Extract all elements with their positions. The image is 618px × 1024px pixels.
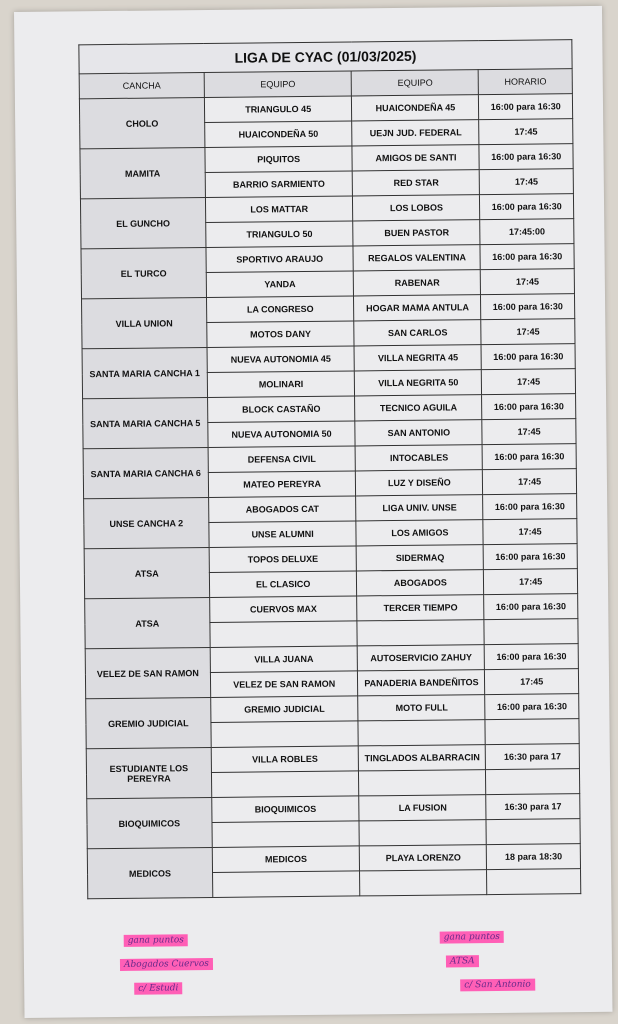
table-body: [79, 94, 580, 899]
equipo-2-cell: TINGLADOS ALBARRACIN: [359, 745, 486, 771]
cancha-cell: MAMITA: [80, 148, 205, 199]
equipo-1-cell: ABOGADOS CAT: [208, 496, 356, 523]
equipo-2-cell: VILLA NEGRITA 50: [355, 370, 482, 396]
horario-cell: 17:45: [483, 469, 577, 495]
equipo-2-cell: REGALOS VALENTINA: [353, 245, 480, 271]
equipo-1-cell: TRIANGULO 50: [206, 221, 354, 248]
horario-cell: 16:00 para 16:30: [483, 544, 577, 570]
equipo-2-cell: BUEN PASTOR: [353, 220, 480, 246]
equipo-1-cell: [212, 871, 360, 898]
note-left-2: Abogados Cuervos: [120, 958, 213, 971]
horario-cell: [485, 719, 579, 745]
horario-cell: 17:45: [481, 269, 575, 295]
equipo-1-cell: CUERVOS MAX: [209, 596, 357, 623]
equipo-1-cell: VELEZ DE SAN RAMON: [210, 671, 358, 698]
equipo-2-cell: PLAYA LORENZO: [360, 845, 487, 871]
horario-cell: 16:30 para 17: [486, 744, 580, 770]
horario-cell: 16:00 para 16:30: [480, 194, 574, 220]
cancha-cell: EL TURCO: [81, 248, 206, 299]
horario-cell: 17:45: [484, 569, 578, 595]
table-title: LIGA DE CYAC (01/03/2025): [79, 40, 572, 74]
cancha-cell: SANTA MARIA CANCHA 5: [83, 397, 208, 448]
horario-cell: 16:00 para 16:30: [481, 344, 575, 370]
equipo-1-cell: EL CLASICO: [209, 571, 357, 598]
equipo-2-cell: TECNICO AGUILA: [355, 395, 482, 421]
equipo-2-cell: VILLA NEGRITA 45: [354, 345, 481, 371]
equipo-1-cell: NUEVA AUTONOMIA 45: [207, 346, 355, 373]
horario-cell: 16:30 para 17: [486, 794, 580, 820]
equipo-2-cell: SAN ANTONIO: [355, 420, 482, 446]
equipo-1-cell: UNSE ALUMNI: [209, 521, 357, 548]
horario-cell: 17:45: [480, 169, 574, 195]
equipo-1-cell: DEFENSA CIVIL: [208, 446, 356, 473]
equipo-1-cell: VILLA JUANA: [210, 646, 358, 673]
cancha-cell: CHOLO: [79, 98, 204, 149]
cancha-cell: UNSE CANCHA 2: [84, 497, 209, 548]
equipo-2-cell: [357, 620, 484, 646]
equipo-2-cell: SIDERMAQ: [357, 545, 484, 571]
horario-cell: [484, 619, 578, 645]
horario-cell: 17:45: [482, 419, 576, 445]
note-left-1: gana puntos: [124, 934, 188, 947]
cancha-cell: EL GUNCHO: [80, 198, 205, 249]
cancha-cell: VILLA UNION: [82, 298, 207, 349]
equipo-1-cell: BLOCK CASTAÑO: [207, 396, 355, 423]
horario-cell: 16:00 para 16:30: [482, 444, 576, 470]
equipo-1-cell: NUEVA AUTONOMIA 50: [208, 421, 356, 448]
equipo-2-cell: [359, 770, 486, 796]
cancha-cell: ESTUDIANTE LOS PEREYRA: [86, 747, 211, 798]
equipo-2-cell: SAN CARLOS: [354, 320, 481, 346]
equipo-1-cell: TRIANGULO 45: [204, 96, 352, 123]
horario-cell: 17:45: [482, 369, 576, 395]
equipo-1-cell: MOLINARI: [207, 371, 355, 398]
header-cancha: CANCHA: [79, 73, 204, 99]
cancha-cell: SANTA MARIA CANCHA 6: [83, 447, 208, 498]
equipo-2-cell: MOTO FULL: [358, 695, 485, 721]
horario-cell: 17:45: [481, 319, 575, 345]
equipo-2-cell: ABOGADOS: [357, 570, 484, 596]
equipo-1-cell: [210, 621, 358, 648]
cancha-cell: BIOQUIMICOS: [87, 797, 212, 848]
horario-cell: [486, 819, 580, 845]
equipo-1-cell: BIOQUIMICOS: [212, 796, 360, 823]
equipo-2-cell: RABENAR: [354, 270, 481, 296]
header-equipo-2: EQUIPO: [352, 70, 479, 96]
horario-cell: 17:45:00: [480, 219, 574, 245]
cancha-cell: MEDICOS: [87, 847, 212, 898]
horario-cell: 18 para 18:30: [487, 844, 581, 870]
schedule-table: [78, 39, 581, 899]
note-right-3: c/ San Antonio: [460, 979, 535, 992]
equipo-2-cell: HUAICONDEÑA 45: [352, 95, 479, 121]
equipo-1-cell: TOPOS DELUXE: [209, 546, 357, 573]
equipo-2-cell: [358, 720, 485, 746]
equipo-1-cell: MEDICOS: [212, 846, 360, 873]
horario-cell: 17:45: [479, 119, 573, 145]
equipo-1-cell: HUAICONDEÑA 50: [204, 121, 352, 148]
horario-cell: 16:00 para 16:30: [484, 594, 578, 620]
equipo-1-cell: SPORTIVO ARAUJO: [206, 246, 354, 273]
horario-cell: 16:00 para 16:30: [479, 94, 573, 120]
equipo-1-cell: VILLA ROBLES: [211, 746, 359, 773]
horario-cell: [487, 869, 581, 895]
equipo-2-cell: PANADERIA BANDEÑITOS: [358, 670, 485, 696]
equipo-1-cell: GREMIO JUDICIAL: [210, 696, 358, 723]
horario-cell: 16:00 para 16:30: [484, 644, 578, 670]
horario-cell: 16:00 para 16:30: [480, 244, 574, 270]
cancha-cell: ATSA: [85, 597, 210, 648]
equipo-2-cell: INTOCABLES: [356, 445, 483, 471]
note-right-2: ATSA: [446, 955, 479, 967]
equipo-2-cell: TERCER TIEMPO: [357, 595, 484, 621]
horario-cell: 17:45: [483, 519, 577, 545]
equipo-2-cell: [360, 870, 487, 896]
equipo-2-cell: LOS LOBOS: [353, 195, 480, 221]
equipo-2-cell: AUTOSERVICIO ZAHUY: [358, 645, 485, 671]
equipo-1-cell: [211, 771, 359, 798]
paper-sheet: [14, 6, 613, 1018]
equipo-1-cell: [212, 821, 360, 848]
equipo-2-cell: AMIGOS DE SANTI: [352, 145, 479, 171]
equipo-1-cell: YANDA: [206, 271, 354, 298]
horario-cell: 16:00 para 16:30: [479, 144, 573, 170]
horario-cell: 16:00 para 16:30: [485, 694, 579, 720]
cancha-cell: ATSA: [84, 547, 209, 598]
header-equipo-1: EQUIPO: [204, 71, 352, 98]
horario-cell: 16:00 para 16:30: [481, 294, 575, 320]
cancha-cell: GREMIO JUDICIAL: [86, 697, 211, 748]
horario-cell: 16:00 para 16:30: [482, 394, 576, 420]
equipo-1-cell: PIQUITOS: [205, 146, 353, 173]
cancha-cell: VELEZ DE SAN RAMON: [85, 647, 210, 698]
cancha-cell: SANTA MARIA CANCHA 1: [82, 347, 207, 398]
horario-cell: [486, 769, 580, 795]
equipo-2-cell: HOGAR MAMA ANTULA: [354, 295, 481, 321]
equipo-2-cell: UEJN JUD. FEDERAL: [352, 120, 479, 146]
equipo-1-cell: MOTOS DANY: [207, 321, 355, 348]
horario-cell: 17:45: [485, 669, 579, 695]
equipo-2-cell: LIGA UNIV. UNSE: [356, 495, 483, 521]
equipo-2-cell: RED STAR: [353, 170, 480, 196]
equipo-2-cell: LA FUSION: [359, 795, 486, 821]
horario-cell: 16:00 para 16:30: [483, 494, 577, 520]
equipo-1-cell: BARRIO SARMIENTO: [205, 171, 353, 198]
note-left-3: c/ Estudi: [134, 982, 182, 995]
equipo-1-cell: LOS MATTAR: [205, 196, 353, 223]
equipo-1-cell: LA CONGRESO: [206, 296, 354, 323]
equipo-2-cell: LOS AMIGOS: [356, 520, 483, 546]
equipo-2-cell: LUZ Y DISEÑO: [356, 470, 483, 496]
equipo-1-cell: MATEO PEREYRA: [208, 471, 356, 498]
equipo-1-cell: [211, 721, 359, 748]
equipo-2-cell: [359, 820, 486, 846]
header-horario: HORARIO: [478, 69, 572, 95]
note-right-1: gana puntos: [440, 931, 504, 944]
